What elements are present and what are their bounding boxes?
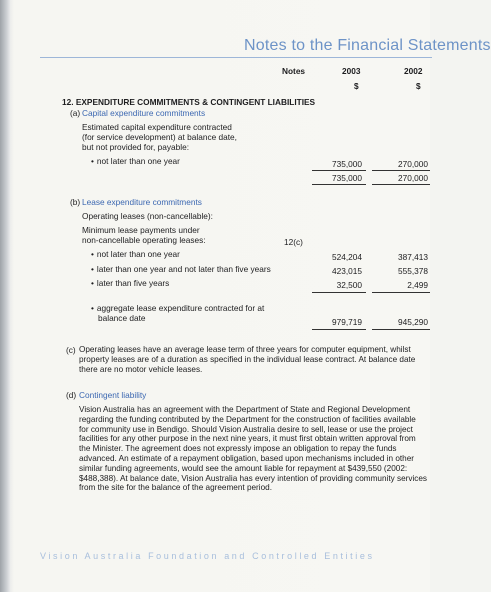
aggregate-label-line-1: • aggregate lease expenditure contracted for at [91, 303, 264, 313]
lease-row-1-label: • not later than one year [91, 249, 180, 259]
capital-item-label: • not later than one year [91, 156, 180, 166]
aggregate-label-line-2: balance date [98, 313, 146, 323]
capital-total-2002: 270,000 [398, 173, 428, 183]
subsection-a-marker: (a) [70, 108, 81, 118]
subsection-b-marker: (b) [70, 197, 81, 207]
operating-lease-note: Operating leases have an average lease term of three years for computer equipment, whilst property leases are of a duration as specified in the individual lease contract. At balance date there are no motor vehicle leases. [79, 345, 416, 374]
lease-row-2-2002: 555,378 [398, 266, 428, 276]
aggregate-total-rule-2002 [372, 329, 430, 330]
binding-spine [0, 0, 10, 592]
lease-subtotal-rule-2003 [312, 292, 366, 293]
subsection-b-heading: Lease expenditure commitments [82, 197, 202, 207]
aggregate-total-rule-2003 [312, 329, 366, 330]
capital-desc-line-1: Estimated capital expenditure contracted [82, 122, 232, 132]
capital-item-2003: 735,000 [332, 159, 362, 169]
min-payments-line-2: non-cancellable operating leases: [82, 235, 206, 245]
capital-desc-line-2: (for service development) at balance date, [82, 132, 237, 142]
operating-leases-label: Operating leases (non-cancellable): [82, 211, 213, 221]
subsection-a-heading: Capital expenditure commitments [82, 108, 206, 118]
section-title: 12. EXPENDITURE COMMITMENTS & CONTINGENT LIABILITIES [62, 97, 316, 107]
lease-row-2-2003: 423,015 [332, 266, 362, 276]
capital-total-rule-2003 [312, 184, 366, 185]
lease-note-ref: 12(c) [284, 237, 303, 247]
capital-total-2003: 735,000 [332, 173, 362, 183]
min-payments-line-1: Minimum lease payments under [82, 225, 200, 235]
col-2002-header: 2002 [404, 66, 423, 76]
lease-row-3-2002: 2,499 [407, 280, 428, 290]
contingent-liability-text: Vision Australia has an agreement with the Department of State and Regional Development regarding the funding contributed by the Department for the construction of facilities available for community use in Bendigo. Should Vision Australia desire to sell, lease or use the project facilities for any other purpose in the next nine years, it must first obtain written approval from the Minister. The agreement does not expressly impose an obligation to repay the funds advanced. An estimate of a repayment obligation, based upon mechanisms included in other similar funding agreements, would see the amount liable for repayment at $439,550 (2002: $488,388). At balance date, Vision Australia has every intention of providing community services from the site for the balance of the agreement period. [79, 405, 428, 493]
col-2003-header: 2003 [342, 66, 361, 76]
lease-row-3-label: • later than five years [91, 278, 169, 288]
aggregate-total-2002: 945,290 [398, 317, 428, 327]
aggregate-total-2003: 979,719 [332, 317, 362, 327]
lease-row-2-label: • later than one year and not later than five years [91, 264, 271, 274]
col-notes-header: Notes [282, 66, 306, 76]
lease-row-3-2003: 32,500 [336, 280, 362, 290]
subsection-c-marker: (c) [66, 345, 76, 355]
capital-subtotal-rule-2002 [372, 170, 430, 171]
lease-row-1-2002: 387,413 [398, 252, 428, 262]
lease-subtotal-rule-2002 [372, 292, 430, 293]
unit-2002: $ [416, 81, 421, 91]
subsection-d-marker: (d) [66, 390, 77, 400]
footer-entity-name: Vision Australia Foundation and Controlled Entities [40, 551, 375, 561]
header-rule [40, 57, 432, 58]
capital-item-2002: 270,000 [398, 159, 428, 169]
page-title: Notes to the Financial Statements [244, 37, 491, 54]
subsection-d-heading: Contingent liability [79, 390, 147, 400]
capital-total-rule-2002 [372, 184, 430, 185]
capital-desc-line-3: but not provided for, payable: [82, 142, 190, 152]
unit-2003: $ [354, 81, 359, 91]
lease-row-1-2003: 524,204 [332, 252, 362, 262]
capital-subtotal-rule-2003 [312, 170, 366, 171]
